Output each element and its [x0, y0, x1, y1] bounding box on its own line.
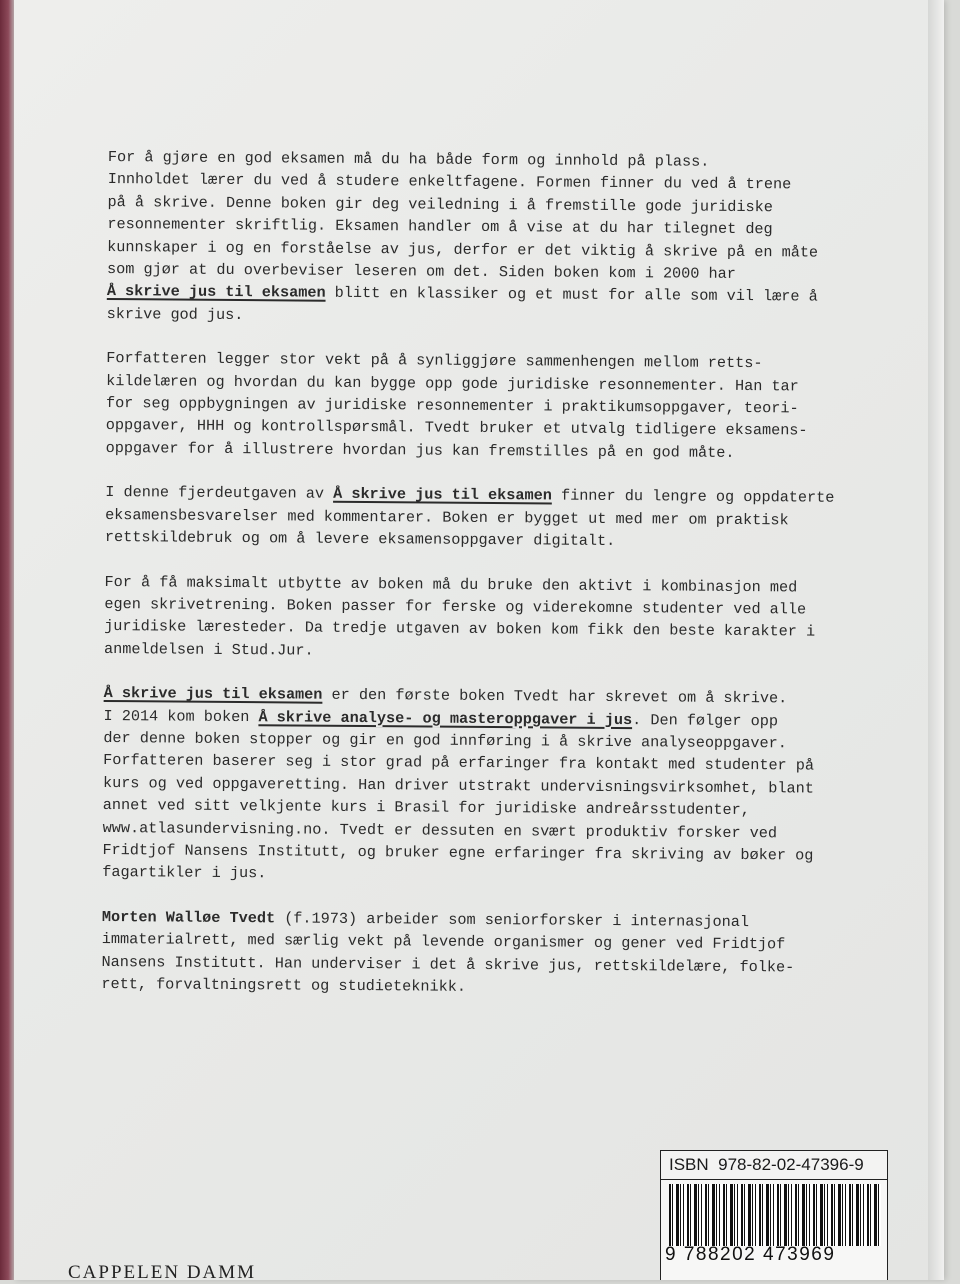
publisher-logo: CAPPELEN DAMM	[68, 1262, 257, 1283]
barcode-digits: 9 788202 473969	[665, 1244, 836, 1265]
cover-edge	[0, 0, 14, 1280]
paragraph-2	[106, 347, 852, 465]
text-segment: der denne boken stopper og gir en god innføring i å skrive analyseoppgaver.	[103, 728, 787, 753]
text-segment: blitt en klassiker og et must for alle som vil lære å	[325, 284, 818, 307]
author-name: Morten Walløe Tvedt	[101, 907, 276, 928]
book-title-ref: Å skrive jus til eksamen	[106, 282, 326, 303]
text-segment: kurs og ved oppgaveretting. Han driver utstrakt undervisningsvirksomhet, blant	[102, 773, 814, 798]
text-segment: anmeldelsen i Stud.Jur.	[103, 639, 314, 660]
text-segment: resonnementer skriftlig. Eksamen handler om å vise at du har tilegnet deg	[107, 215, 773, 239]
text-segment: immaterialrett, med særlig vekt på levende organismer og gener ved Fridtjof	[101, 930, 786, 954]
text-segment: Forfatteren baserer seg i stor grad på erfaringer fra kontakt med studenter på	[103, 751, 815, 775]
text-segment: I denne fjerdeutgaven av	[105, 483, 334, 504]
text-segment: fagartikler i jus.	[102, 863, 267, 883]
text-segment: finner du lengre og oppdaterte	[551, 486, 835, 507]
text-segment: rettskildebruk og om å levere eksamensoppgaver digitalt.	[104, 528, 616, 551]
text-segment: Innholdet lærer du ved å studere enkeltfagene. Formen finner du ved å trene	[107, 170, 792, 194]
text-segment: Forfatteren legger stor vekt på å synliggjøre sammenhengen mellom retts-	[106, 349, 763, 373]
barcode-bars	[669, 1184, 881, 1246]
text-segment: kildelæren og hvordan du kan bygge opp gode juridiske resonnementer. Han tar	[106, 371, 799, 396]
text-segment: www.atlasundervisning.no. Tvedt er dessuten en svært produktiv forsker ved	[102, 818, 778, 842]
text-segment: skrive god jus.	[106, 304, 244, 324]
text-segment: egen skrivetrening. Boken passer for ferske og viderekomne studenter ved alle	[104, 594, 807, 619]
paragraph-6	[101, 906, 847, 1001]
book-title-ref: Å skrive jus til eksamen	[103, 684, 323, 704]
text-segment: Fridtjof Nansens Institutt, og bruker egne erfaringer fra skriving av bøker og	[102, 840, 814, 865]
paragraph-4	[104, 570, 850, 665]
text-segment: annet ved sitt velkjente kurs i Brasil for juridiske andreårsstudenter,	[102, 796, 750, 820]
text-segment: oppgaver for å illustrere hvordan jus kan fremstilles på en god måte.	[105, 438, 735, 462]
text-segment: på å skrive. Denne boken gir deg veiledning i å fremstille gode juridiske	[107, 192, 773, 217]
text-segment: (f.1973) arbeider som seniorforsker i internasjonal	[275, 909, 750, 931]
text-segment: for seg oppbygningen av juridiske resonnementer i praktikumsoppgaver, teori-	[105, 394, 799, 418]
text-segment: eksamensbesvarelser med kommentarer. Boken er bygget ut med mer om praktisk	[105, 505, 789, 530]
isbn-label	[660, 1150, 888, 1180]
text-segment: oppgaver, HHH og kontrollspørsmål. Tvedt bruker et utvalg tidligere eksamens-	[105, 416, 808, 440]
paragraph-1	[107, 146, 853, 331]
paragraph-3	[105, 481, 851, 554]
text-segment: kunnskaper i og en forståelse av jus, derfor er det viktig å skrive på en måte	[107, 237, 819, 262]
text-segment: I 2014 kom boken	[103, 706, 259, 726]
back-cover-text	[101, 146, 853, 1023]
paragraph-5	[102, 682, 849, 890]
text-segment: rett, forvaltningsrett og studieteknikk.	[101, 974, 467, 996]
book-title-ref: Å skrive jus til eksamen	[333, 485, 552, 505]
text-segment: er den første boken Tvedt har skrevet om å skrive.	[322, 685, 788, 708]
page-edge	[928, 0, 944, 1280]
text-segment: juridiske læresteder. Da tredje utgaven av boken kom fikk den beste karakter i	[104, 617, 816, 641]
book-title-ref: Å skrive analyse- og masteroppgaver i jus	[258, 707, 633, 729]
barcode	[660, 1180, 888, 1280]
text-segment: . Den følger opp	[632, 710, 779, 730]
text-segment: For å få maksimalt utbytte av boken må du bruke den aktivt i kombinasjon med	[104, 572, 798, 596]
text-segment: Nansens Institutt. Han underviser i det å skrive jus, rettskildelære, folke-	[101, 952, 795, 977]
text-segment: som gjør at du overbeviser leseren om det. Siden boken kom i 2000 har	[106, 260, 736, 283]
text-segment: For å gjøre en god eksamen må du ha både form og innhold på plass.	[107, 147, 710, 171]
isbn-text: ISBN 978-82-02-47396-9	[669, 1155, 864, 1174]
